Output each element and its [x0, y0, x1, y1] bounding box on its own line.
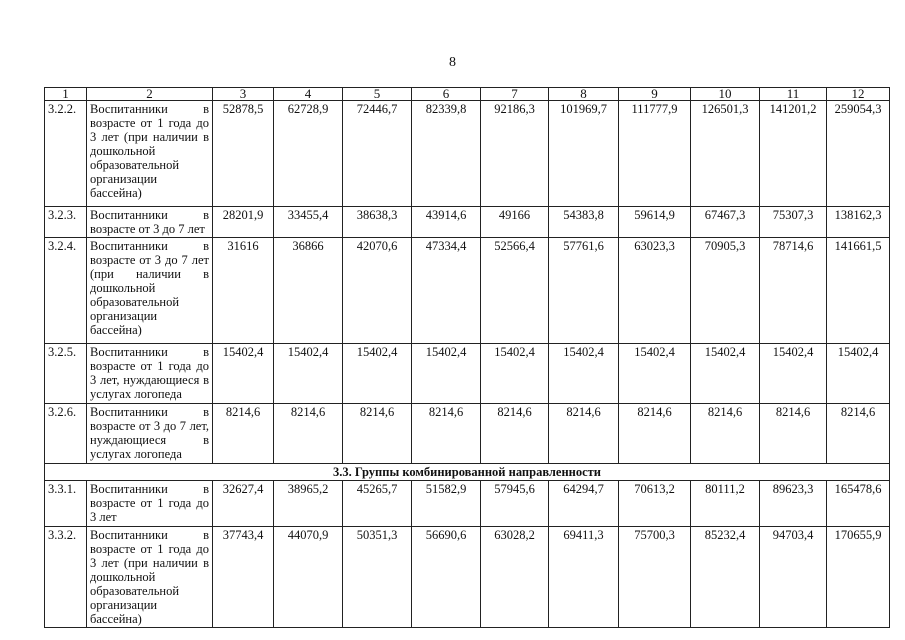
table-body [45, 88, 890, 628]
value-cell: 70613,2 [619, 481, 691, 527]
row-code: 3.2.5. [45, 344, 87, 404]
header-cell: 9 [619, 88, 691, 101]
header-cell: 6 [412, 88, 481, 101]
value-cell: 75700,3 [619, 527, 691, 628]
row-description: Воспитанники в возрасте от 3 до 7 лет (при наличии в дошкольной образовательной организации бассейна) [87, 238, 213, 344]
value-cell: 15402,4 [213, 344, 274, 404]
value-cell: 50351,3 [343, 527, 412, 628]
value-cell: 32627,4 [213, 481, 274, 527]
value-cell: 70905,3 [691, 238, 760, 344]
value-cell: 37743,4 [213, 527, 274, 628]
value-cell: 31616 [213, 238, 274, 344]
value-cell: 8214,6 [760, 404, 827, 464]
value-cell: 36866 [274, 238, 343, 344]
value-cell: 45265,7 [343, 481, 412, 527]
value-cell: 62728,9 [274, 101, 343, 207]
header-cell: 8 [549, 88, 619, 101]
value-cell: 80111,2 [691, 481, 760, 527]
header-cell: 11 [760, 88, 827, 101]
value-cell: 56690,6 [412, 527, 481, 628]
value-cell: 52566,4 [481, 238, 549, 344]
value-cell: 85232,4 [691, 527, 760, 628]
value-cell: 8214,6 [691, 404, 760, 464]
value-cell: 59614,9 [619, 207, 691, 238]
tariff-table [44, 87, 890, 628]
value-cell: 15402,4 [549, 344, 619, 404]
value-cell: 259054,3 [827, 101, 890, 207]
header-cell: 3 [213, 88, 274, 101]
header-cell: 1 [45, 88, 87, 101]
value-cell: 69411,3 [549, 527, 619, 628]
value-cell: 38638,3 [343, 207, 412, 238]
table-row [45, 481, 890, 527]
value-cell: 8214,6 [213, 404, 274, 464]
value-cell: 8214,6 [619, 404, 691, 464]
value-cell: 126501,3 [691, 101, 760, 207]
header-cell: 12 [827, 88, 890, 101]
value-cell: 8214,6 [549, 404, 619, 464]
row-description: Воспитанники в возрасте от 1 года до 3 лет, нуждающиеся в услугах логопеда [87, 344, 213, 404]
value-cell: 165478,6 [827, 481, 890, 527]
value-cell: 63028,2 [481, 527, 549, 628]
value-cell: 64294,7 [549, 481, 619, 527]
value-cell: 28201,9 [213, 207, 274, 238]
value-cell: 141201,2 [760, 101, 827, 207]
value-cell: 44070,9 [274, 527, 343, 628]
section-row [45, 464, 890, 481]
table-row [45, 207, 890, 238]
row-code: 3.2.3. [45, 207, 87, 238]
value-cell: 63023,3 [619, 238, 691, 344]
table-row [45, 527, 890, 628]
value-cell: 15402,4 [827, 344, 890, 404]
value-cell: 94703,4 [760, 527, 827, 628]
value-cell: 15402,4 [343, 344, 412, 404]
header-cell: 2 [87, 88, 213, 101]
value-cell: 78714,6 [760, 238, 827, 344]
value-cell: 15402,4 [760, 344, 827, 404]
row-description: Воспитанники в возрасте от 1 года до 3 лет [87, 481, 213, 527]
value-cell: 8214,6 [412, 404, 481, 464]
row-description: Воспитанники в возрасте от 1 года до 3 лет (при наличии в дошкольной образовательной организации бассейна) [87, 101, 213, 207]
value-cell: 8214,6 [274, 404, 343, 464]
value-cell: 8214,6 [343, 404, 412, 464]
section-title: 3.3. Группы комбинированной направленности [45, 464, 890, 481]
row-code: 3.2.6. [45, 404, 87, 464]
page-number: 8 [449, 55, 456, 70]
value-cell: 138162,3 [827, 207, 890, 238]
value-cell: 75307,3 [760, 207, 827, 238]
header-row [45, 88, 890, 101]
table-row [45, 344, 890, 404]
value-cell: 101969,7 [549, 101, 619, 207]
value-cell: 15402,4 [691, 344, 760, 404]
value-cell: 52878,5 [213, 101, 274, 207]
value-cell: 15402,4 [619, 344, 691, 404]
table-row [45, 101, 890, 207]
value-cell: 43914,6 [412, 207, 481, 238]
value-cell: 57761,6 [549, 238, 619, 344]
value-cell: 38965,2 [274, 481, 343, 527]
row-code: 3.2.2. [45, 101, 87, 207]
value-cell: 15402,4 [481, 344, 549, 404]
row-description: Воспитанники в возрасте от 1 года до 3 лет (при наличии в дошкольной образовательной организации бассейна) [87, 527, 213, 628]
value-cell: 67467,3 [691, 207, 760, 238]
header-cell: 5 [343, 88, 412, 101]
header-cell: 10 [691, 88, 760, 101]
header-cell: 4 [274, 88, 343, 101]
value-cell: 92186,3 [481, 101, 549, 207]
value-cell: 42070,6 [343, 238, 412, 344]
value-cell: 15402,4 [412, 344, 481, 404]
value-cell: 111777,9 [619, 101, 691, 207]
value-cell: 47334,4 [412, 238, 481, 344]
value-cell: 54383,8 [549, 207, 619, 238]
value-cell: 72446,7 [343, 101, 412, 207]
row-description: Воспитанники в возрасте от 3 до 7 лет, нуждающиеся в услугах логопеда [87, 404, 213, 464]
header-cell: 7 [481, 88, 549, 101]
value-cell: 170655,9 [827, 527, 890, 628]
value-cell: 8214,6 [481, 404, 549, 464]
value-cell: 49166 [481, 207, 549, 238]
value-cell: 15402,4 [274, 344, 343, 404]
value-cell: 8214,6 [827, 404, 890, 464]
row-code: 3.3.1. [45, 481, 87, 527]
table-row [45, 238, 890, 344]
row-code: 3.2.4. [45, 238, 87, 344]
value-cell: 141661,5 [827, 238, 890, 344]
row-code: 3.3.2. [45, 527, 87, 628]
table-row [45, 404, 890, 464]
value-cell: 82339,8 [412, 101, 481, 207]
value-cell: 51582,9 [412, 481, 481, 527]
value-cell: 57945,6 [481, 481, 549, 527]
row-description: Воспитанники в возрасте от 3 до 7 лет [87, 207, 213, 238]
value-cell: 89623,3 [760, 481, 827, 527]
value-cell: 33455,4 [274, 207, 343, 238]
